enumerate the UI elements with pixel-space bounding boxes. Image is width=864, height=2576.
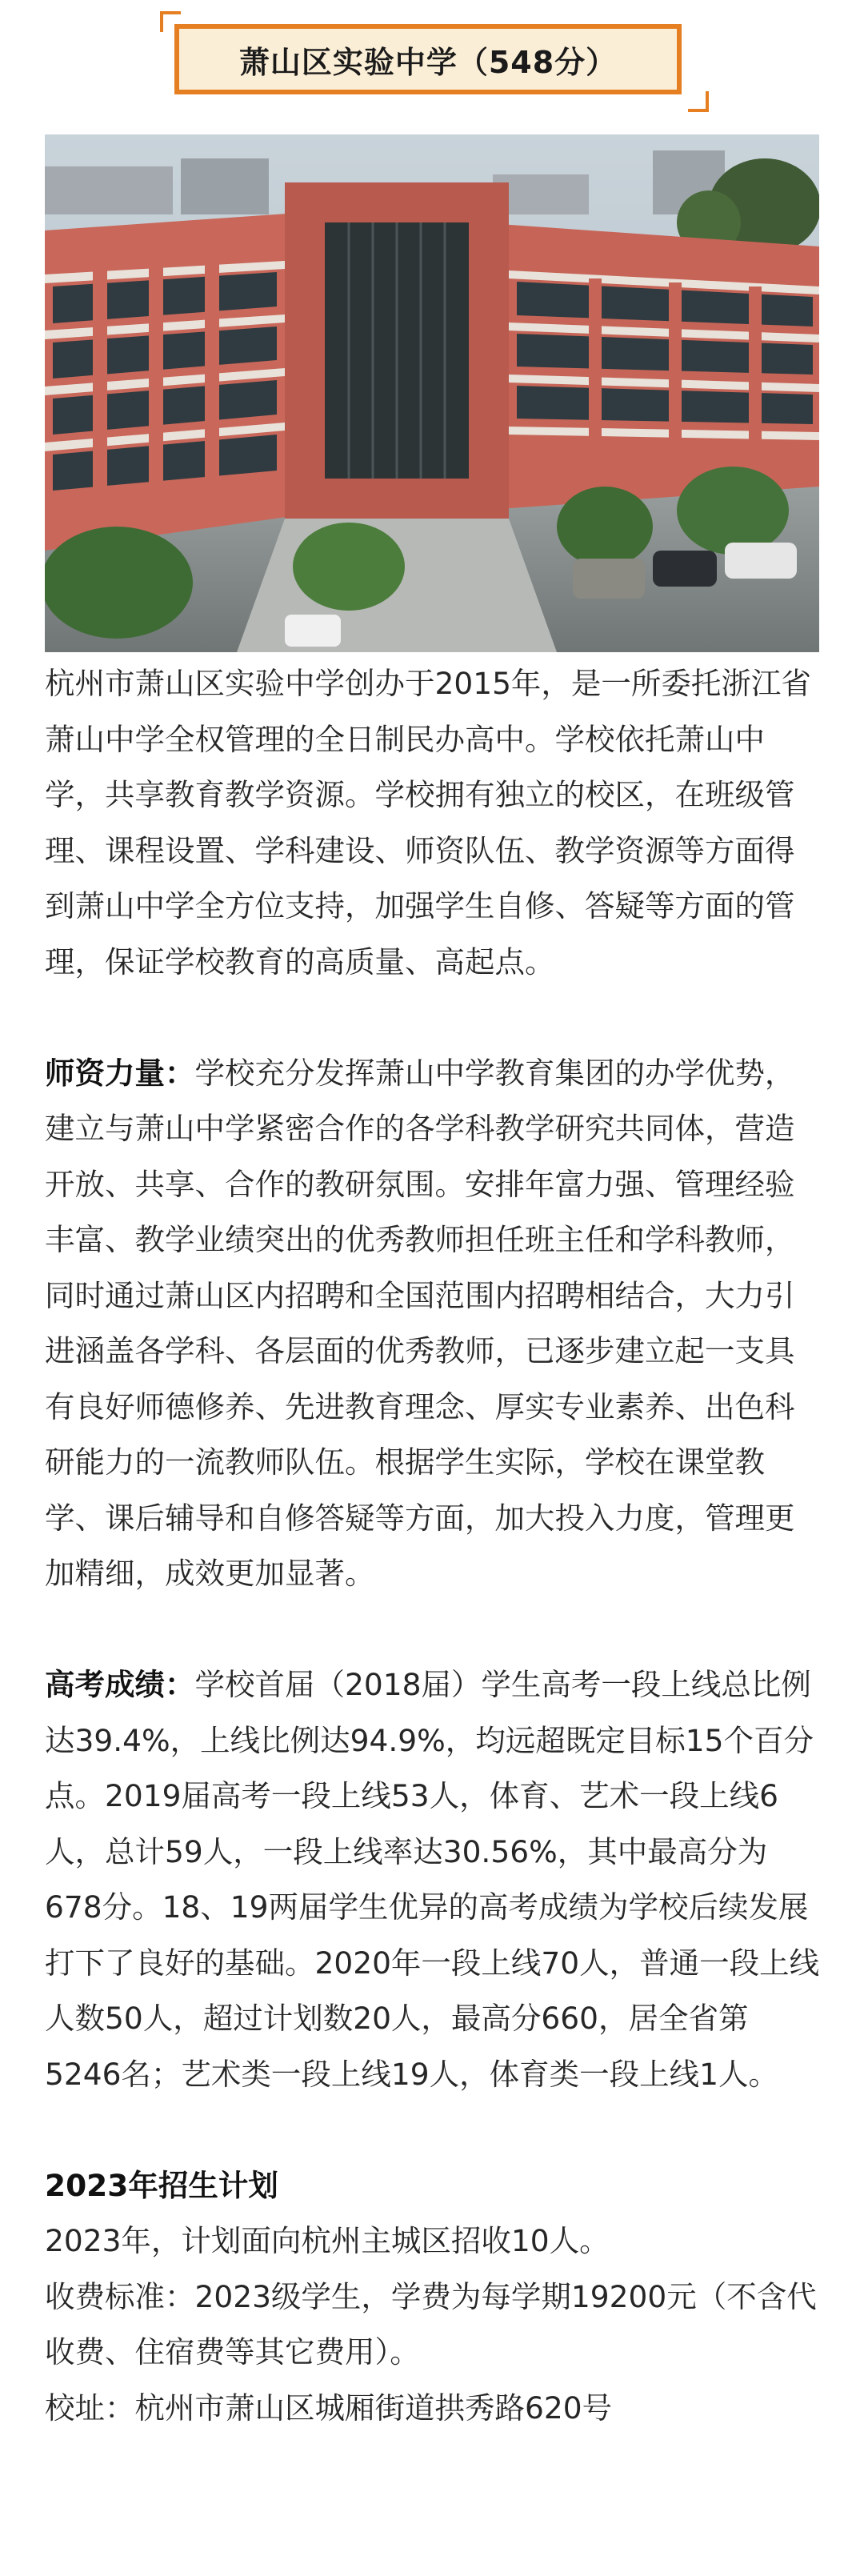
faculty-paragraph — [45, 1046, 822, 1602]
banner-corner-bottom-right — [688, 91, 709, 112]
plan-quota: 2023年，计划面向杭州主城区招收10人。 — [45, 2223, 610, 2258]
faculty-label: 师资力量： — [45, 1055, 195, 1091]
title-box — [174, 24, 682, 94]
page-title: 萧山区实验中学（548分） — [238, 44, 618, 80]
plan-address: 校址：杭州市萧山区城厢街道拱秀路620号 — [45, 2390, 613, 2426]
title-banner — [160, 11, 709, 112]
intro-paragraph: 杭州市萧山区实验中学创办于2015年，是一所委托浙江省萧山中学全权管理的全日制民办高中。学校依托萧山中学，共享教育教学资源。学校拥有独立的校区，在班级管理、课程设置、学科建设、师资队伍、教学资源等方面得到萧山中学全方位支持，加强学生自修、答疑等方面的管理，保证学校教育的高质量、高起点。 — [45, 666, 811, 980]
plan-fee: 收费标准：2023级学生，学费为每学期19200元（不含代收费、住宿费等其它费用）。 — [45, 2278, 817, 2370]
results-paragraph — [45, 1657, 822, 2102]
faculty-text: 学校充分发挥萧山中学教育集团的办学优势，建立与萧山中学紧密合作的各学科教学研究共同体，营造开放、共享、合作的教研氛围。安排年富力强、管理经验丰富、教学业绩突出的优秀教师担任班主任和学科教师，同时通过萧山区内招聘和全国范围内招聘相结合，大力引进涵盖各学科、各层面的优秀教师，已逐步建立起一支具有良好师德修养、先进教育理念、厚实专业素养、出色科研能力的一流教师队伍。根据学生实际，学校在课堂教学、课后辅导和自修答疑等方面，加大投入力度，管理更加精细，成效更加显著。 — [45, 1055, 795, 1591]
plan-heading: 2023年招生计划 — [45, 2167, 278, 2203]
results-label: 高考成绩： — [45, 1667, 195, 1702]
results-text: 学校首届（2018届）学生高考一段上线总比例达39.4%，上线比例达94.9%，均远超既定目标15个百分点。2019届高考一段上线53人，体育、艺术一段上线6人，总计59人，一段上线率达30.56%，其中最高分为678分。18、19两届学生优异的高考成绩为学校后续发展打下了良好的基础。2020年一段上线70人，普通一段上线人数50人，超过计划数20人，最高分660，居全省第5246名；艺术类一段上线19人，体育类一段上线1人。 — [45, 1667, 820, 2092]
article-body — [45, 656, 822, 2436]
school-building-photo — [45, 134, 819, 652]
